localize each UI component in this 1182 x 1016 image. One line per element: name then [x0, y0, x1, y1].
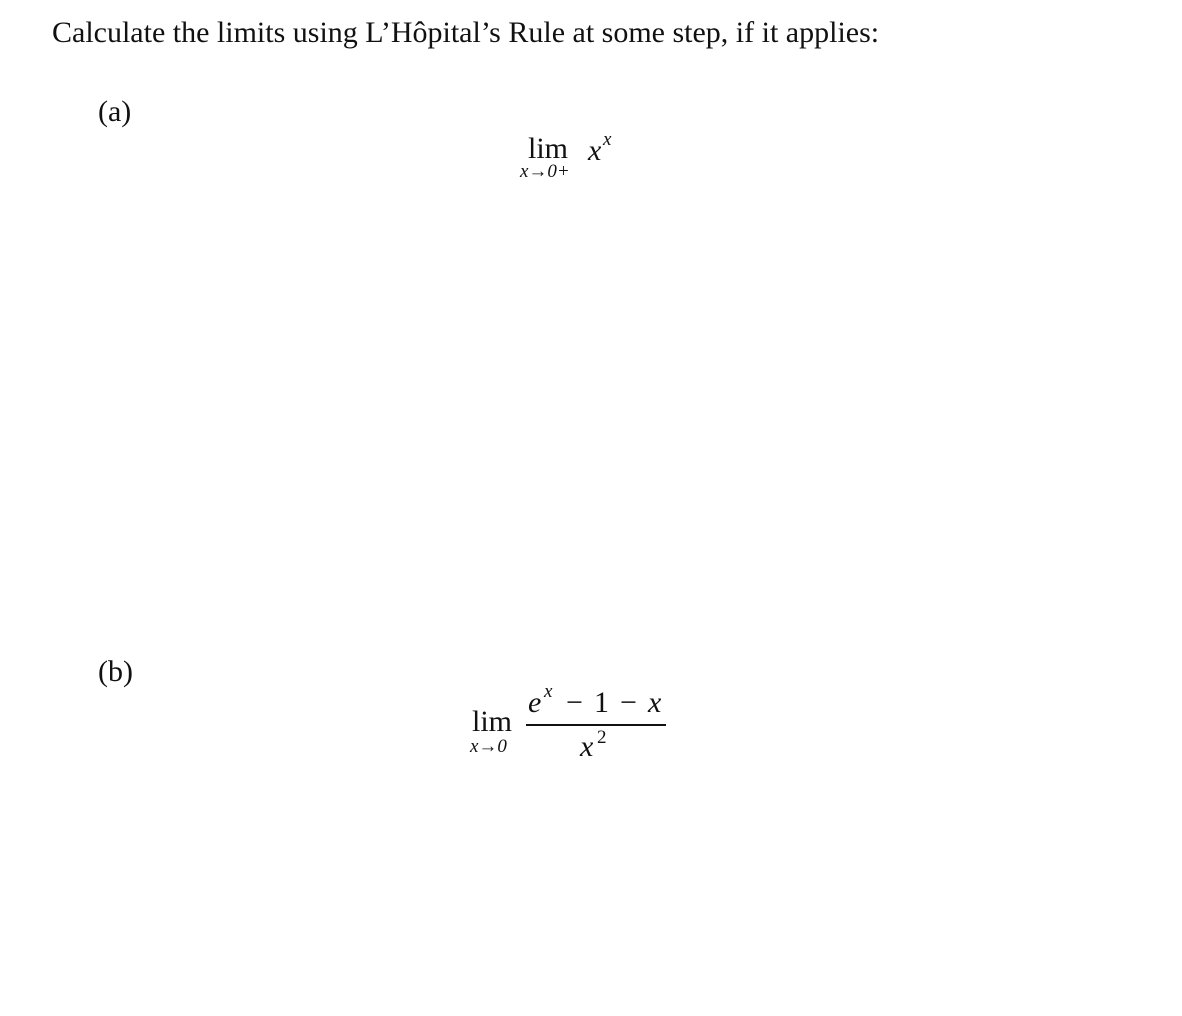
part-b-label: (b) [98, 655, 133, 688]
limit-expression-b [460, 680, 680, 770]
denominator-exponent: 2 [597, 727, 607, 748]
base-variable: x [588, 134, 602, 167]
limit-expression-a [510, 130, 650, 190]
numerator-minus-1: − [566, 686, 583, 719]
numerator-minus-2: − [620, 686, 637, 719]
numerator-e: e [528, 686, 542, 719]
subscript-text: x→0 [470, 736, 507, 757]
part-a-label: (a) [98, 95, 132, 128]
lim-subscript [520, 162, 570, 182]
numerator-exponent: x [544, 681, 553, 702]
lim-operator: lim [472, 705, 513, 738]
lim-subscript [470, 737, 507, 757]
denominator-base: x [580, 730, 594, 763]
numerator-x: x [648, 686, 662, 719]
subscript-text: x→0+ [520, 161, 570, 182]
lim-operator: lim [528, 132, 569, 165]
fraction-bar [526, 724, 666, 726]
numerator-one: 1 [594, 686, 609, 719]
exponent: x [603, 129, 612, 150]
instruction-text: Calculate the limits using L’Hôpital’s Rule at some step, if it applies: [52, 16, 880, 49]
